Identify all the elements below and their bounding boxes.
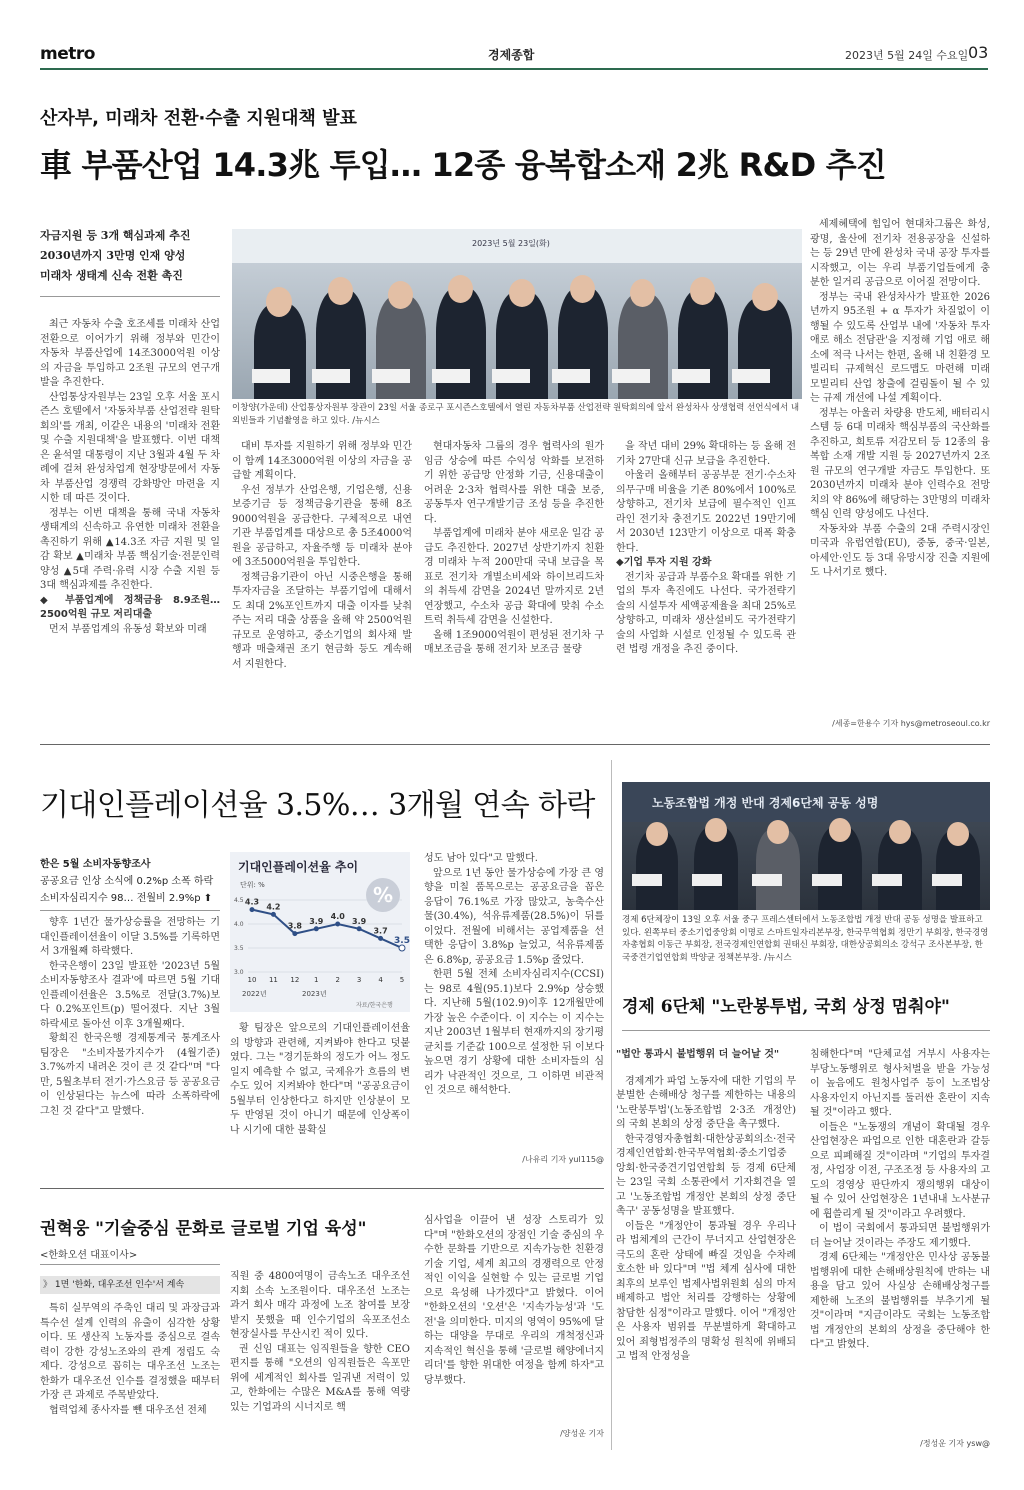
hanwha-jump-tag[interactable]: 》 1면 '한화, 대우조선 인수'서 계속 (40, 1276, 220, 1294)
caption-text: 이창양(가운데) 산업통상자원부 장관이 23일 서울 종로구 포시즌스호텔에서 열린 자동차부품 산업전략 원탁회의에 앞서 완성차사 상생협력 선언식에서 내외빈들과 기념촬영을 하고 있다. (232, 403, 800, 426)
data-label: 3.7 (373, 926, 388, 936)
data-point (293, 932, 297, 936)
page-number: 03 (968, 43, 989, 62)
inflation-subheads (40, 856, 220, 907)
para: 협력업체 종사자를 뺀 대우조선 전체 (49, 1404, 207, 1416)
data-point (314, 927, 318, 931)
labor-headline-rule (622, 1030, 990, 1031)
top-photo-caption (232, 402, 802, 427)
caption-credit: /뉴시스 (352, 415, 380, 426)
inflation-col-2 (230, 1022, 410, 1166)
subhead-rule (40, 910, 220, 911)
para: 세제혜택에 힘입어 현대차그룹은 화성, 광명, 울산에 전기차 전용공장을 신설하는 등 29년 만에 완성차 국내 공장 투자를 시작했고, 이는 우리 부품기업들에게 충분한 일거리 공급으로 이어질 전망이다. (810, 219, 990, 288)
data-point (336, 922, 340, 926)
y-tick-label: 3.5 (234, 945, 244, 952)
hanwha-col-1 (40, 1302, 220, 1442)
para: 경제 6단체는 "개정안은 민사상 공동불법행위에 대한 손해배상원칙에 반하는 내용을 담고 있어 사실상 손해배상청구를 제한해 노조의 불법행위를 부추기게 될 것"이라며 "지금이라도 국회는 노동조합법 개정안의 본회의 상정을 중단해야 한다"고 밝혔다. (810, 1252, 990, 1350)
section-subhead: ◆기업 투자 지원 강화 (616, 557, 712, 568)
labor-headline: 경제 6단체 "노란봉투법, 국회 상정 멈춰야" (622, 997, 950, 1017)
x-tick-label: 12 (290, 976, 300, 984)
para: 정부는 국내 완성차사가 발표한 2026년까지 95조원 + α 투자가 차질없이 이행될 수 있도록 산업부 내에 '자동차 투자애로 해소 전담관'을 지정해 기업 애로 해소에 적극 나서는 한편, 올해 내 친환경 모빌리티 규제혁신 로드맵도 마련해 미래 모빌리티 산업 창출에 걸림돌이 될 수 있는 규제 개선에 나설 계획이다. (810, 291, 990, 404)
para: 을 작년 대비 29% 확대하는 등 올해 전기차 27만대 신규 보급을 추진한다. (616, 441, 796, 467)
issue-date: 2023년 5월 24일 수요일 (845, 49, 969, 62)
chart-source: 자료/한국은행 (356, 1002, 393, 1009)
x-tick-label: 1 (314, 976, 319, 984)
para: 산업통상자원부는 23일 오후 서울 포시즌스 호텔에서 '자동차부품 산업전략 원탁회의'를 개최, 이같은 내용의 '미래차 전환 및 수출 지원대책'을 발표했다. 이번 대책은 윤석열 대통령이 지난 3월과 4월 두 차례에 걸쳐 완성차업계 현장방문에서 자동차 부품산업 경쟁력 강화방안 마련을 지시한 데 따른 것이다. (40, 391, 220, 504)
top-col-2 (232, 440, 412, 736)
data-label: 4.2 (266, 902, 281, 912)
subhead-1: 한은 5월 소비자동향조사 (40, 859, 151, 870)
section-divider-2 (40, 1188, 604, 1189)
x-tick-label: 2 (335, 976, 340, 984)
para: 한국은행이 23일 발표한 '2023년 5월 소비자동향조사 결과'에 따르면 5월 기대인플레이션율은 3.5%로 전달(3.7%)보다 0.2%포인트(p) 떨어졌다. 지난 3월 하락세로 돌아선 이후 3개월째다. (40, 960, 220, 1030)
subhead-1: 자금지원 등 3개 핵심과제 추진 (40, 229, 191, 242)
para: 성도 남아 있다"고 말했다. (424, 853, 538, 864)
para: 먼저 부품업계의 유동성 확보와 미래 (49, 623, 207, 635)
section-subhead: "법안 통과시 불법행위 더 늘어날 것" (616, 1049, 780, 1060)
para: 정책금융기관이 아닌 시중은행을 통해 투자자금을 조달하는 부품기업에 대해서도 최대 2%포인트까지 대출 이자를 낮춰주는 저리 대출 상품을 올해 약 2500억원 규모로 운영하고, 중소기업의 회사채 발행과 매출채권 조기 현금화 등도 계속해서 지원한다. (232, 571, 412, 670)
para: 침해한다"며 "단체교섭 거부시 사용자는 부당노동행위로 형사처벌을 받을 가능성이 높음에도 원청사업주 등이 노조법상 사용자인지 아닌지를 둘러싼 혼란이 지속될 것"이라고 했다. (810, 1049, 990, 1118)
para: 부품업계에 미래차 분야 새로운 일감 공급도 추진한다. 2027년 상반기까지 친환경 미래차 누적 200만대 국내 보급을 목표로 전기차 개별소비세와 하이브리드차의 취득세 감면을 2024년 말까지로 2년 연장했고, 수소차 공급 확대에 맞춰 수소트럭 취득세 감면을 신설한다. (424, 528, 604, 626)
hanwha-headline: 권혁웅 "기술중심 문화로 글로벌 기업 육성" (40, 1219, 367, 1239)
para: 한편 5월 전체 소비자심리지수(CCSI)는 98로 4월(95.1)보다 2.9%p 상승했다. 지난해 5월(102.9)이후 12개월만에 가장 높은 수준이다. 이 지수는 이 지수는 지난 2003년 1월부터 현재까지의 장기평균치를 기준값 100으로 설정한 뒤 이보다 높으면 경기 상황에 대한 소비자들의 심리가 낙관적인 것으로, 그 이하면 비관적인 것으로 해석한다. (424, 969, 604, 1096)
top-byline: /세종=한용수 기자 hys@metroseoul.co.kr (832, 719, 990, 728)
caption-credit: /뉴시스 (764, 952, 792, 963)
para: 올해 1조9000억원이 편성된 전기차 구매보조금을 통해 전기차 보조금 물량 (424, 629, 604, 655)
data-point (271, 912, 275, 916)
top-subheads (40, 226, 220, 286)
y-tick-label: 4.5 (234, 897, 244, 904)
data-label: 4.0 (330, 912, 345, 921)
y-tick-label: 3.0 (234, 969, 244, 976)
para: 이들은 "개정안이 통과될 경우 우리나라 법체계의 근간이 무너지고 산업현장은 극도의 혼란 상태에 빠질 것임을 수차례 호소한 바 있다"며 "법 체계 심사에 대한 최후의 보루인 법제사법위원회 심의 마저 배제하고 법안 처리를 강행하는 상황에 참담한 심정"이라고 말했다. 이어 "개정안은 사용자 범위를 무분별하게 확대하고 있어 죄형법정주의 명확성 원칙에 위배되고 법적 안정성을 (616, 1220, 796, 1362)
chart-year-2: 2023년 (302, 990, 327, 998)
para: 아울러 올해부터 공공부문 전기·수소차 의무구매 비율을 기존 80%에서 100%로 상향하고, 전기차 보급에 필수적인 인프라인 전기차 충전기도 2022년 19만기에서 2030년 123만기 이상으로 대폭 확충한다. (616, 470, 796, 554)
top-kicker: 산자부, 미래차 전환·수출 지원대책 발표 (40, 108, 357, 129)
data-label: 3.5 (394, 936, 410, 946)
para: 대비 투자를 지원하기 위해 정부와 민간이 함께 14조3000억원 이상의 자금을 공급할 계획이다. (232, 441, 412, 481)
para: 권 신임 대표는 임직원들을 향한 CEO 편지를 통해 "오션의 임직원들은 옥포만 위에 세계적인 회사를 일궈낸 저력이 있고, 한화에는 수많은 M&A를 통해 역량 있는 기업과의 시너지로 핵 (230, 1343, 410, 1413)
inflation-headline: 기대인플레이션율 3.5%… 3개월 연속 하락 (40, 788, 595, 823)
chart-year-1: 2022년 (242, 990, 267, 998)
hanwha-col-2 (230, 1270, 410, 1442)
labor-col-1 (616, 1048, 796, 1436)
labor-photo (622, 782, 990, 910)
top-headline: 車 부품산업 14.3兆 투입… 12종 융복합소재 2兆 R&D 추진 (40, 146, 886, 184)
subhead-3: 미래차 생태계 신속 전환 촉진 (40, 269, 183, 282)
masthead-rule (40, 68, 988, 70)
para: 우선 정부가 산업은행, 기업은행, 신용보증기금 등 정책금융기관을 통해 8조9000억원을 공급한다. 구체적으로 내연기관 부품업계를 대상으로 총 5조4000억원을 공급하고, 자율주행 등 미래차 분야에 3조5000억원을 투입한다. (232, 484, 412, 568)
top-photo (232, 229, 802, 399)
para: 이들은 "노동쟁의 개념이 확대될 경우 산업현장은 파업으로 인한 대혼란과 갈등으로 피폐해질 것"이라며 "기업의 투자결정, 사업장 이전, 구조조정 등 사용자의 고도의 경영상 판단까지 쟁의행위 대상이 될 수 있어 산업현장은 1년내내 노사분규에 휩쓸리게 될 것"이라고 우려했다. (810, 1121, 990, 1220)
para: 전기차 공급과 부품수요 확대를 위한 기업의 투자 촉진에도 나선다. 국가전략기술의 시설투자 세액공제율을 최대 25%로 상향하고, 미래차 생산설비도 국가전략기술의 사업화 시설로 인정될 수 있도록 관련 법령 개정을 추진 중이다. (616, 571, 796, 655)
photo-banner-text: 2023년 5월 23일(화) (472, 239, 550, 248)
y-tick-label: 4.0 (234, 921, 244, 928)
para: 정부는 이번 대책을 통해 국내 자동차 생태계의 신속하고 유연한 미래차 전환을 촉진하기 위해 ▲14.3조 자금 지원 및 일감 확보 ▲미래차 부품 핵심기술·전문인력 양성 ▲5대 주력·유력 시장 수출 지원 등 3대 핵심과제를 추진한다. (40, 507, 220, 591)
x-tick-label: 3 (356, 976, 362, 984)
top-col-5 (810, 218, 990, 718)
hanwha-col-3 (424, 1214, 604, 1424)
metro-logo: metro (40, 44, 95, 64)
inflation-byline: /나유리 기자 yul115@ (522, 1155, 604, 1164)
data-label: 3.8 (287, 921, 302, 931)
subhead-rule (40, 296, 220, 297)
para: 직원 중 4800여명이 금속노조 대우조선지회 소속 노조원이다. 대우조선 노조는 과거 회사 매각 과정에 노조 참여를 보장받지 못했을 때 인수기업의 옥포조선소 현장실사를 무산시킨 적이 있다. (230, 1271, 410, 1340)
para: 경제계가 파업 노동자에 대한 기업의 무분별한 손해배상 청구를 제한하는 내용의 '노란봉투법'(노동조합법 2·3조 개정안)의 국회 본회의 상정 중단을 촉구했다. (616, 1075, 796, 1130)
para: 심사업을 이끌어 낸 성장 스토리가 있다"며 "한화오션의 장점인 기술 중심의 우수한 문화를 기반으로 지속가능한 친환경 기술 기업, 세계 최고의 경쟁력으로 안정적인 이익을 실현할 수 있는 글로벌 기업으로 육성해 나가겠다"고 밝혔다. 이어 "한화오션의 '오션'은 '지속가능성'과 '도전'을 의미한다. 미지의 영역이 95%에 달하는 대양을 무대로 우리의 개척정신과 지속적인 혁신을 통해 '글로벌 해양에너지 리더'를 향한 위대한 여정을 함께 하자"고 당부했다. (424, 1215, 604, 1386)
chart-badge: % (366, 878, 400, 912)
para: 현대자동차 그룹의 경우 협력사의 원가임금 상승에 따른 수익성 악화를 보전하기 위한 공급망 안정화 기금, 신용대출이 어려운 2·3차 협력사를 위한 대출 보증, 공동투자 연구개발기금 조성 등을 추진한다. (424, 441, 604, 525)
inflation-col-1 (40, 916, 220, 1166)
para: 특히 실무역의 주축인 대리 및 과장급과 특수선 설계 인력의 유출이 심각한 상황이다. 또 생산직 노동자를 중심으로 결속력이 강한 강성노조와의 관계 정립도 숙제다. 강성으로 꼽히는 대우조선 노조는 한화가 대우조선 인수를 결정했을 때부터 가장 큰 과제로 주목받았다. (40, 1303, 220, 1401)
top-col-4 (616, 440, 796, 736)
labor-col-2 (810, 1048, 990, 1436)
chart-svg (230, 852, 410, 1012)
section-divider-1 (40, 744, 990, 745)
subhead-2: 공공요금 인상 소식에 0.2%p 소폭 하락 (40, 876, 214, 887)
top-col-3 (424, 440, 604, 736)
para: 앞으로 1년 동안 물가상승에 가장 큰 영향을 미칠 품목으로는 공공요금을 꼽은 응답이 76.1%로 가장 많았고, 농축수산물(30.4%), 석유류제품(28.5%)이 뒤를 이었다. 전월에 비해서는 공업제품을 선택한 응답이 3.8%p 늘었고, 석유류제품은 6.8%p, 공공요금 1.5%p 줄었다. (424, 867, 604, 966)
hanwha-rule (40, 1264, 220, 1265)
inflation-chart (230, 852, 410, 1012)
data-point (357, 927, 361, 931)
subhead-3: 소비자심리지수 98… 전월비 2.9%p ⬆ (40, 893, 213, 904)
chart-unit: 단위: % (240, 881, 265, 889)
x-tick-label: 4 (378, 976, 383, 984)
labor-photo-banner: 노동조합법 개정 반대 경제6단체 공동 성명 (652, 796, 879, 810)
para: 정부는 아울러 차량용 반도체, 배터리시스템 등 6대 미래차 핵심부품의 국산화를 추진하고, 희토류 저감모터 등 12종의 융복합 소재 개발 지원 등 2027년까지 2조원 규모의 연구개발 자금도 투입한다. 또 2030년까지 미래차 분야 인력수요 전망치의 약 86%에 해당하는 3만명의 미래차 핵심 인력 양성에도 나선다. (810, 407, 990, 520)
labor-photo-caption (622, 914, 990, 964)
para: 한국경영자총협회·대한상공회의소·전국경제인연합회·한국무역협회·중소기업중앙회·한국중견기업연합회 등 경제 6단체는 23일 국회 소통관에서 기자회견을 열고 '노동조합법 개정안 본회의 상정 중단 촉구' 공동성명을 발표했다. (616, 1133, 796, 1217)
labor-byline: /정성운 기자 ysw@ (920, 1439, 990, 1448)
chart-title: 기대인플레이션율 추이 (238, 860, 359, 874)
section-name: 경제종합 (488, 48, 535, 62)
hanwha-byline: /양성운 기자 (560, 1429, 604, 1438)
data-label: 4.3 (244, 897, 260, 907)
caption-text: 경제 6단체장이 13일 오후 서울 중구 프레스센터에서 노동조합법 개정 반대 공동 성명을 발표하고 있다. 왼쪽부터 중소기업중앙회 이명로 스마트일자리본부장, 한국무역협회 정만기 부회장, 한국경영자총협회 이동근 부회장, 전국경제인연합회 권태신 부회장, 대한상공회의소 강석구 조사본부장, 한국중견기업연합회 박양균 정책본부장. (622, 915, 989, 963)
para: 황 팀장은 앞으로의 기대인플레이션율의 방향과 관련해, 지켜봐야 한다고 덧붙였다. 그는 "경기둔화의 정도가 어느 정도일지 예측할 수 없고, 국제유가 흐름의 변수도 있어 지켜봐야 한다"며 "공공요금이 5월부터 인상한다고 하지만 인상분이 모두 반영된 것이 아니기 때문에 인상폭이나 시기에 대한 불확실 (230, 1023, 410, 1136)
para: 향후 1년간 물가상승률을 전망하는 기대인플레이션율이 이달 3.5%를 기록하면서 3개월째 하락했다. (40, 917, 220, 957)
x-tick-label: 5 (399, 976, 405, 984)
vertical-divider (611, 760, 612, 1450)
data-point (379, 936, 383, 940)
inflation-col-3 (424, 852, 604, 1154)
data-point (250, 908, 254, 912)
section-subhead: ◆ 부품업계에 정책금융 8.9조원… 2500억원 규모 저리대출 (40, 594, 220, 620)
para: 자동차와 부품 수출의 2대 주력시장인 미국과 유럽연합(EU), 중동, 중국·일본, 아세안·인도 등 3대 유망시장 진출 지원에도 나서기로 했다. (810, 523, 990, 578)
top-col-1 (40, 318, 220, 736)
x-tick-label: 10 (247, 976, 257, 984)
x-tick-label: 11 (268, 976, 278, 984)
data-label: 3.9 (309, 916, 324, 926)
hanwha-sub: <한화오션 대표이사> (40, 1250, 138, 1261)
para: 최근 자동차 수출 호조세를 미래차 산업 전환으로 이어가기 위해 정부와 민간이 자동차 부품산업에 14조3000억원 이상의 자금을 투입하고 2조원 규모의 연구개발을 추진한다. (40, 319, 220, 388)
para: 이 법이 국회에서 통과되면 불법행위가 더 늘어날 것이라는 주장도 제기했다. (810, 1223, 990, 1249)
para: 황희진 한국은행 경제통계국 통계조사팀장은 "소비자물가지수가 (4월기준) 3.7%까지 내려온 것이 큰 것 같다"며 "다만, 5월초부터 전기·가스요금 등 공공요금이 인상된다는 뉴스에 따라 소폭하락에 그친 것 같다"고 말했다. (40, 1033, 220, 1117)
masthead (40, 42, 988, 66)
subhead-2: 2030년까지 3만명 인재 양성 (40, 249, 186, 262)
data-label: 3.9 (352, 916, 367, 926)
